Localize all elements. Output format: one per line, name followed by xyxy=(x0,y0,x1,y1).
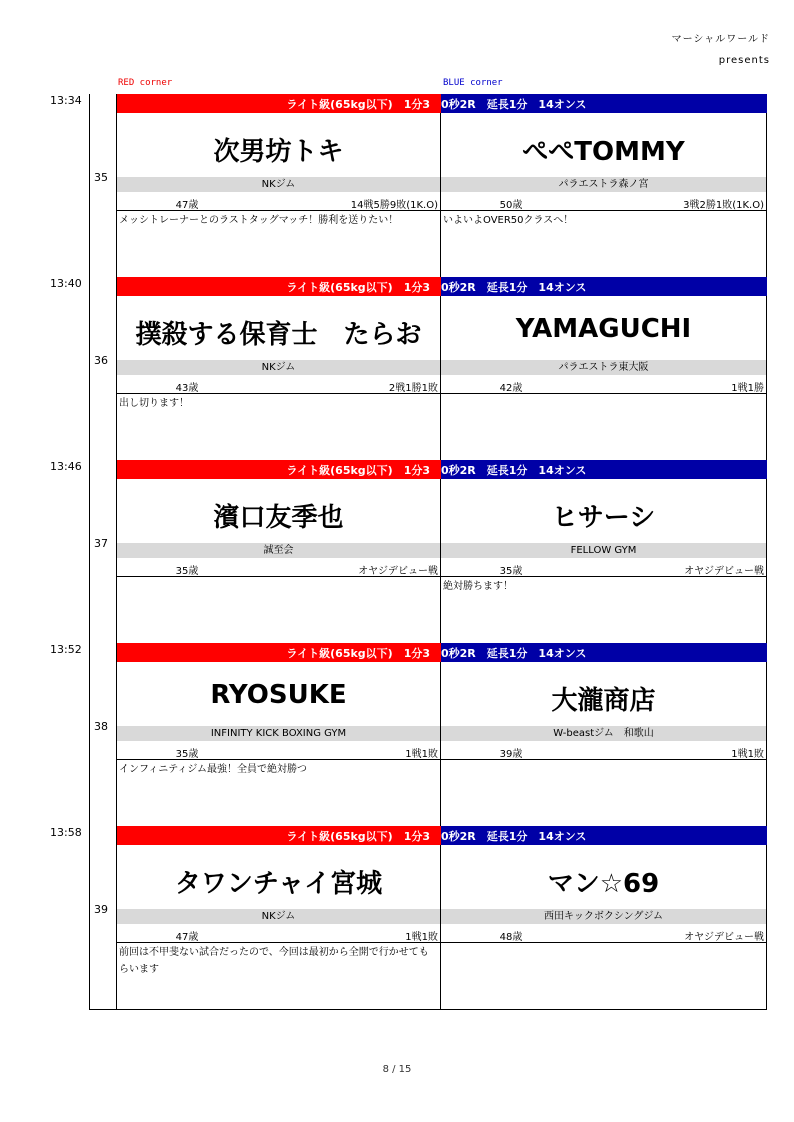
bout-time: 13:34 xyxy=(50,94,82,107)
red-comment-divider xyxy=(117,393,440,394)
blue-fighter-card xyxy=(441,113,767,277)
red-fighter-age: 47歳 xyxy=(175,200,199,211)
red-fighter-comment: 前回は不甲斐ない試合だったので、今回は最初から全開で行かせてもらいます xyxy=(119,947,429,975)
blue-fighter-name: YAMAGUCHI xyxy=(515,314,692,344)
red-comment-divider xyxy=(117,759,440,760)
red-fighter-record: 1戦1敗 xyxy=(405,749,438,760)
presents-label: presents xyxy=(718,55,770,66)
blue-comment-divider xyxy=(441,942,766,943)
red-comment-divider xyxy=(117,576,440,577)
weight-class-blue-part: 0秒2R 延長1分 14オンス xyxy=(441,647,587,660)
blue-fighter-age: 50歳 xyxy=(499,200,523,211)
bout-number: 35 xyxy=(94,171,108,184)
red-fighter-age: 43歳 xyxy=(175,383,199,394)
blue-fighter-card xyxy=(441,845,767,1009)
bout-time: 13:58 xyxy=(50,826,82,839)
red-fighter-card xyxy=(117,479,441,643)
red-fighter-name: タワンチャイ宮城 xyxy=(174,869,383,899)
weight-class-red-part: ライト級(65kg以下) 1分3 xyxy=(286,464,430,477)
blue-comment-divider xyxy=(441,759,766,760)
weight-class-text xyxy=(117,279,767,295)
blue-fighter-name: マン☆69 xyxy=(547,869,660,899)
red-fighter-record: 1戦1敗 xyxy=(405,932,438,943)
blue-corner-label: BLUE corner xyxy=(443,78,503,88)
table-bottom-border xyxy=(89,1009,767,1010)
red-fighter-age: 47歳 xyxy=(175,932,199,943)
red-comment-divider xyxy=(117,210,440,211)
blue-fighter-record: オヤジデビュー戦 xyxy=(684,932,764,943)
bout-number: 36 xyxy=(94,354,108,367)
weight-class-blue-part: 0秒2R 延長1分 14オンス xyxy=(441,98,587,111)
blue-fighter-gym: パラエストラ森ノ宮 xyxy=(441,177,766,192)
blue-fighter-gym: パラエストラ東大阪 xyxy=(441,360,766,375)
blue-comment-divider xyxy=(441,393,766,394)
weight-class-text xyxy=(117,96,767,112)
blue-fighter-card xyxy=(441,479,767,643)
red-fighter-card xyxy=(117,662,441,826)
blue-fighter-name: ヒサーシ xyxy=(551,503,656,533)
blue-fighter-gym: 西田キックボクシングジム xyxy=(441,909,766,924)
red-fighter-gym: INFINITY KICK BOXING GYM xyxy=(117,726,440,741)
bout-row xyxy=(0,94,794,277)
bout-number-column xyxy=(89,94,117,277)
weight-class-blue-part: 0秒2R 延長1分 14オンス xyxy=(441,464,587,477)
red-fighter-name: RYOSUKE xyxy=(210,680,347,710)
bout-time: 13:46 xyxy=(50,460,82,473)
red-fighter-gym: NKジム xyxy=(117,909,440,924)
red-corner-label: RED corner xyxy=(118,78,173,88)
blue-fighter-record: オヤジデビュー戦 xyxy=(684,566,764,577)
red-fighter-name: 次男坊トキ xyxy=(213,137,344,167)
weight-class-red-part: ライト級(65kg以下) 1分3 xyxy=(286,647,430,660)
blue-fighter-gym: FELLOW GYM xyxy=(441,543,766,558)
blue-fighter-card xyxy=(441,662,767,826)
bout-number-column xyxy=(89,826,117,1009)
page-number: 8 / 15 xyxy=(382,1064,412,1075)
blue-fighter-record: 1戦1勝 xyxy=(731,383,764,394)
blue-fighter-age: 48歳 xyxy=(499,932,523,943)
blue-fighter-record: 1戦1敗 xyxy=(731,749,764,760)
blue-fighter-name: 大瀧商店 xyxy=(551,686,656,716)
red-fighter-comment: インフィニティジム最強！全員で絶対勝つ xyxy=(119,764,307,775)
red-fighter-gym: NKジム xyxy=(117,360,440,375)
red-fighter-age: 35歳 xyxy=(175,749,199,760)
red-fighter-age: 35歳 xyxy=(175,566,199,577)
blue-fighter-comment: いよいよOVER50クラスへ！ xyxy=(443,215,574,226)
bout-number: 37 xyxy=(94,537,108,550)
blue-fighter-age: 39歳 xyxy=(499,749,523,760)
blue-comment-divider xyxy=(441,210,766,211)
red-fighter-card xyxy=(117,845,441,1009)
blue-fighter-age: 35歳 xyxy=(499,566,523,577)
red-fighter-card xyxy=(117,296,441,460)
weight-class-red-part: ライト級(65kg以下) 1分3 xyxy=(286,281,430,294)
bout-row xyxy=(0,460,794,643)
bout-row xyxy=(0,277,794,460)
red-fighter-card xyxy=(117,113,441,277)
red-fighter-record: オヤジデビュー戦 xyxy=(358,566,438,577)
red-fighter-name: 撲殺する保育士 たらお xyxy=(135,320,422,350)
bout-number-column xyxy=(89,643,117,826)
weight-class-blue-part: 0秒2R 延長1分 14オンス xyxy=(441,281,587,294)
blue-fighter-gym: W-beastジム 和歌山 xyxy=(441,726,766,741)
weight-class-text xyxy=(117,828,767,844)
organizer-name: マーシャルワールド xyxy=(671,34,770,45)
bout-time: 13:52 xyxy=(50,643,82,656)
red-fighter-comment: メッシトレーナーとのラストタッグマッチ！勝利を送りたい！ xyxy=(119,215,399,226)
bout-number-column xyxy=(89,277,117,460)
weight-class-text xyxy=(117,645,767,661)
red-fighter-gym: NKジム xyxy=(117,177,440,192)
red-fighter-name: 濱口友季也 xyxy=(213,503,344,533)
blue-fighter-comment: 絶対勝ちます！ xyxy=(443,581,513,592)
red-comment-divider xyxy=(117,942,440,943)
red-fighter-gym: 誠至会 xyxy=(117,543,440,558)
blue-fighter-age: 42歳 xyxy=(499,383,523,394)
blue-fighter-record: 3戦2勝1敗(1K.O) xyxy=(683,200,764,211)
bout-number: 38 xyxy=(94,720,108,733)
bout-number-column xyxy=(89,460,117,643)
bout-number: 39 xyxy=(94,903,108,916)
red-fighter-comment: 出し切ります！ xyxy=(119,398,189,409)
red-fighter-record: 14戦5勝9敗(1K.O) xyxy=(350,200,438,211)
bout-time: 13:40 xyxy=(50,277,82,290)
blue-comment-divider xyxy=(441,576,766,577)
weight-class-blue-part: 0秒2R 延長1分 14オンス xyxy=(441,830,587,843)
weight-class-text xyxy=(117,462,767,478)
weight-class-red-part: ライト級(65kg以下) 1分3 xyxy=(286,830,430,843)
blue-fighter-name: ぺぺTOMMY xyxy=(522,137,685,167)
weight-class-red-part: ライト級(65kg以下) 1分3 xyxy=(286,98,430,111)
red-fighter-record: 2戦1勝1敗 xyxy=(388,383,438,394)
bout-row xyxy=(0,826,794,1009)
blue-fighter-card xyxy=(441,296,767,460)
bout-row xyxy=(0,643,794,826)
